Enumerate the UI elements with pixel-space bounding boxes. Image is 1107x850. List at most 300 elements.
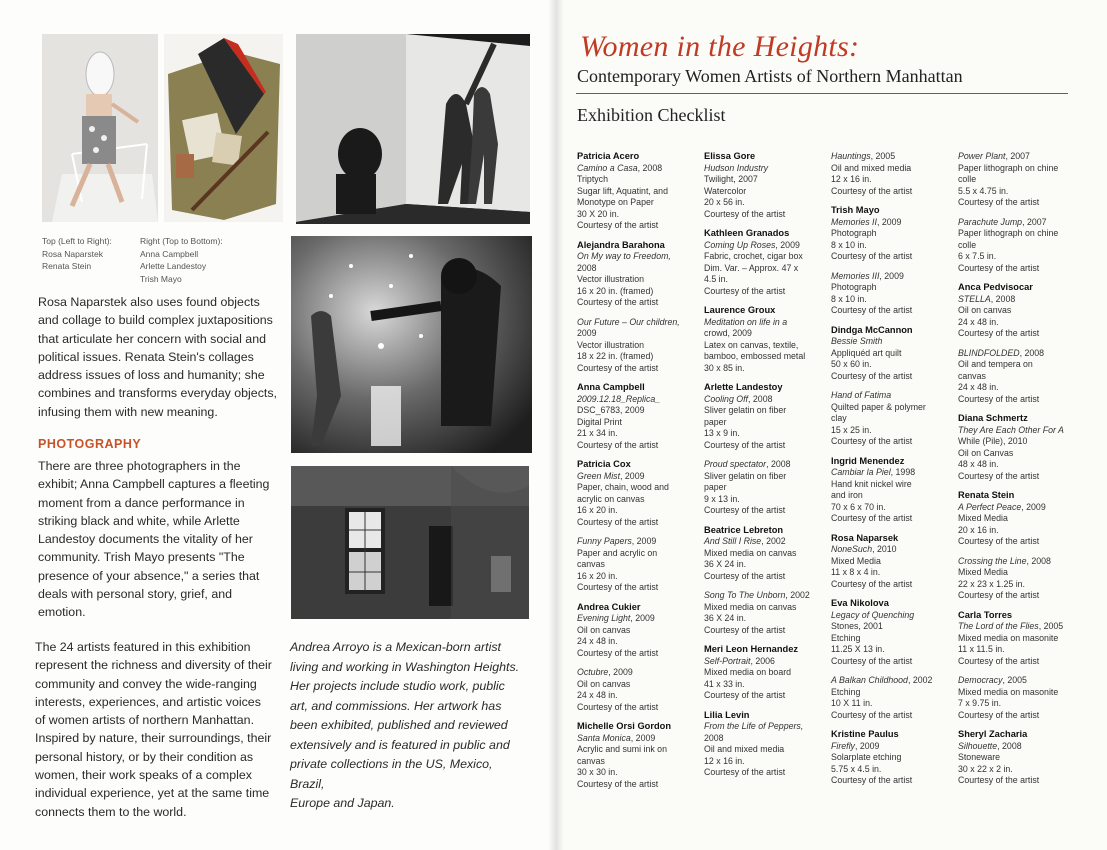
checklist-entry <box>704 644 819 702</box>
artwork-year: , 2009 <box>620 470 645 481</box>
artwork-detail: Courtesy of the artist <box>577 516 659 527</box>
photo-mayo-window <box>291 466 529 619</box>
artwork-detail: 11.25 X 13 in. <box>831 644 885 654</box>
artwork-detail: Latex on canvas, textile, <box>704 339 799 350</box>
checklist-entry <box>704 459 819 517</box>
checklist-entry <box>704 228 819 297</box>
checklist-entry <box>958 413 1076 482</box>
artist-name: Laurence Groux <box>704 305 776 315</box>
artwork-detail: paper <box>704 416 727 427</box>
caption-name: Trish Mayo <box>140 273 182 284</box>
artwork-year: , 2005 <box>1002 675 1027 685</box>
artwork-detail: Oil on canvas <box>958 305 1012 315</box>
checklist-entry <box>831 390 949 448</box>
checklist-entry <box>831 456 949 525</box>
artwork-title: Bessie Smith <box>831 336 883 346</box>
artwork-detail: 10 X 11 in. <box>831 698 873 708</box>
artwork-title-line <box>958 425 1076 437</box>
text-line: extensively and is featured in public and <box>290 737 510 752</box>
artwork-detail: Mixed media on canvas <box>704 547 797 558</box>
artwork-detail: 24 x 48 in. <box>577 690 618 700</box>
artwork-detail: Oil and mixed media <box>704 744 785 754</box>
artwork-title-line <box>704 721 819 733</box>
artwork-detail: Vector illustration <box>577 274 644 284</box>
artwork-title-line <box>958 741 1076 753</box>
artwork-year: , 2008 <box>1026 555 1051 566</box>
artist-name: Michelle Orsi Gordon <box>577 721 672 731</box>
artwork-detail: Courtesy of the artist <box>704 570 786 581</box>
artwork-year: , 2009 <box>630 613 655 623</box>
artwork-detail: Vector illustration <box>577 339 644 350</box>
artwork-detail: 8 x 10 in. <box>831 239 867 250</box>
text-line: exhibit; Anna Campbell captures a fleeting <box>38 477 270 492</box>
artwork-title-line <box>831 151 949 163</box>
artwork-year: , 2009 <box>1021 501 1046 512</box>
caption-name: Rosa Naparstek <box>42 248 103 259</box>
artist-name: Ingrid Menendez <box>831 455 905 466</box>
artwork-title: They Are Each Other For A <box>958 424 1064 435</box>
photo-campbell-dance <box>296 34 530 224</box>
text-line: striking black and white, while Arlette <box>38 513 240 528</box>
artwork-detail: Mixed Media <box>958 513 1008 523</box>
checklist-entry <box>704 151 819 220</box>
artist-name: Renata Stein <box>958 490 1015 500</box>
text-line: The 24 artists featured in this exhibition <box>35 640 251 654</box>
artwork-detail: 20 x 16 in. <box>958 524 999 535</box>
checklist-entry <box>577 240 692 309</box>
photo-stein-collage <box>164 34 283 222</box>
text-line: moment from a dance performance in <box>38 495 245 510</box>
artwork-title-line <box>831 610 949 622</box>
artwork-title: Legacy of Quenching <box>831 609 915 620</box>
artwork-detail: Mixed media on canvas <box>704 601 797 612</box>
artwork-year: , 1998 <box>890 467 916 477</box>
text-line: emotion. <box>38 605 86 620</box>
text-line: Europe and Japan. <box>290 796 395 810</box>
artwork-title-line <box>704 163 819 175</box>
artwork-title-line <box>577 733 692 745</box>
text-line: connects them to the world. <box>35 804 187 819</box>
artwork-detail: 24 x 48 in. <box>577 636 618 646</box>
artwork-detail: 16 x 20 in. (framed) <box>577 285 654 296</box>
artwork-title: A Perfect Peace <box>958 501 1022 512</box>
artwork-detail: 48 x 48 in. <box>958 459 999 469</box>
artwork-detail: Oil on Canvas <box>958 447 1014 458</box>
artwork-detail: 2008 <box>577 262 597 273</box>
artwork-year: , 2008 <box>997 740 1022 751</box>
checklist-entry <box>577 382 692 451</box>
artwork-title: Hand of Fatima <box>831 390 892 400</box>
artwork-detail: Oil and mixed media <box>831 162 912 173</box>
artwork-year: , 2009 <box>775 239 800 250</box>
artwork-detail: Courtesy of the artist <box>958 655 1040 666</box>
artwork-title-line <box>577 163 692 175</box>
artist-name: Kathleen Granados <box>704 228 790 238</box>
artwork-detail: Stones, 2001 <box>831 621 883 631</box>
text-line: political issues. Renata Stein's collages <box>38 349 254 364</box>
artwork-detail: 30 X 20 in. <box>577 208 620 219</box>
artwork-detail: canvas <box>577 559 605 569</box>
artwork-detail: 18 x 22 in. (framed) <box>577 351 654 361</box>
artwork-detail: 36 X 24 in. <box>704 559 747 569</box>
artwork-title: Coming Up Roses <box>704 239 776 250</box>
artwork-title: Green Mist <box>577 470 621 481</box>
artwork-detail: 8 x 10 in. <box>831 293 867 304</box>
artwork-detail: Courtesy of the artist <box>577 439 659 450</box>
artist-name: Carla Torres <box>958 609 1013 620</box>
artwork-year: , 2009 <box>876 216 902 227</box>
checklist-entry <box>831 325 949 383</box>
artwork-title-line <box>831 217 949 229</box>
artwork-title: Song To The Unborn <box>704 590 786 600</box>
artist-name: Sheryl Zacharia <box>958 729 1028 739</box>
artwork-detail: paper <box>704 482 727 492</box>
checklist-entry <box>958 490 1076 548</box>
text-line: interests, experiences, and artistic voices <box>35 694 261 709</box>
artwork-detail: Courtesy of the artist <box>831 185 913 196</box>
artwork-detail: 13 x 9 in. <box>704 428 740 438</box>
artwork-title-line <box>704 317 819 329</box>
artwork-detail: 6 x 7.5 in. <box>958 251 997 261</box>
checklist-column-1 <box>577 151 692 798</box>
artwork-detail: Oil on canvas <box>577 678 631 689</box>
artwork-detail: Courtesy of the artist <box>831 775 913 785</box>
checklist-entry <box>958 282 1076 340</box>
artwork-title: Octubre <box>577 667 609 677</box>
artwork-year: , 2009 <box>854 740 880 751</box>
paragraph-photography <box>38 457 288 622</box>
checklist-entry <box>958 151 1076 209</box>
text-line: Landestoy documents the vitality of her <box>38 532 253 547</box>
artist-name: Meri Leon Hernandez <box>704 644 799 654</box>
text-line: private collections in the US, Mexico, Brazil, <box>290 757 493 791</box>
artwork-detail: Fabric, crochet, cigar box <box>704 251 803 261</box>
text-line: and collage to build complex juxtapositions <box>38 313 273 328</box>
artwork-title-line <box>958 348 1076 360</box>
artwork-detail: and iron <box>831 490 863 500</box>
text-line: of women artists of northern Manhattan. <box>35 713 255 728</box>
artwork-title: On My way to Freedom, <box>577 251 671 261</box>
artwork-year: , 2002 <box>761 536 786 546</box>
artwork-detail: 36 X 24 in. <box>704 613 747 623</box>
artwork-detail: canvas <box>958 370 986 381</box>
artwork-title: BLINDFOLDED <box>958 347 1020 358</box>
artist-name: Elissa Gore <box>704 151 756 161</box>
artwork-year: , 2007 <box>1022 216 1047 227</box>
artwork-year: , 2009 <box>631 536 657 546</box>
artwork-detail: Appliquéd art quilt <box>831 347 902 358</box>
checklist-entry <box>958 348 1076 406</box>
artwork-detail: Courtesy of the artist <box>831 251 913 261</box>
artwork-title: A Balkan Childhood <box>831 675 908 685</box>
artwork-year: , 2008 <box>637 162 663 173</box>
artist-name: Lilia Levin <box>704 709 750 720</box>
artwork-title: Proud spectator <box>704 459 767 469</box>
artwork-detail: Courtesy of the artist <box>577 701 659 712</box>
artwork-detail: Courtesy of the artist <box>704 439 786 450</box>
artwork-title-line <box>831 675 949 687</box>
artwork-title: Memories II <box>831 216 877 227</box>
artwork-title-line <box>704 656 819 668</box>
artwork-year: , 2007 <box>1005 151 1030 161</box>
artwork-detail: 70 x 6 x 70 in. <box>831 501 886 512</box>
artist-name: Beatrice Lebreton <box>704 524 784 535</box>
artwork-detail: 12 x 16 in. <box>831 174 872 184</box>
artwork-detail: Paper and acrylic on <box>577 547 658 558</box>
text-line: address issues of loss and humanity; she <box>38 368 265 383</box>
artwork-detail: Oil on canvas <box>577 624 631 635</box>
checklist-entry <box>704 525 819 583</box>
artwork-detail: colle <box>958 239 977 250</box>
artwork-detail: 20 x 56 in. <box>704 197 745 207</box>
artwork-detail: Courtesy of the artist <box>577 647 659 658</box>
artwork-detail: Courtesy of the artist <box>704 505 786 515</box>
artwork-detail: Solarplate etching <box>831 752 902 762</box>
artwork-year: , 2006 <box>750 655 775 666</box>
artwork-detail: Courtesy of the artist <box>958 470 1040 481</box>
artwork-detail: acrylic on canvas <box>577 493 645 504</box>
artwork-detail: 16 x 20 in. <box>577 505 618 515</box>
artwork-detail: Courtesy of the artist <box>577 582 659 592</box>
artwork-detail: Stoneware <box>958 752 1001 762</box>
artwork-title-line <box>704 459 819 471</box>
artwork-title-line <box>577 251 692 263</box>
artwork-detail: colle <box>958 174 977 184</box>
caption-left-heading: Top (Left to Right): <box>42 236 112 246</box>
artwork-detail: 30 x 22 x 2 in. <box>958 763 1013 774</box>
artwork-title-line <box>577 471 692 483</box>
artwork-title-line <box>704 394 819 406</box>
artwork-detail: Courtesy of the artist <box>831 305 913 315</box>
checklist-entry <box>958 729 1076 787</box>
artwork-title: Power Plant <box>958 151 1006 161</box>
artwork-detail: Courtesy of the artist <box>958 197 1040 207</box>
artwork-title: Our Future – Our children, <box>577 316 680 327</box>
artwork-detail: Paper, chain, wood and <box>577 482 669 492</box>
artwork-detail: Paper lithograph on chine <box>958 228 1059 238</box>
text-line: art, and commissions. Her artwork has <box>290 698 502 713</box>
artwork-detail: Courtesy of the artist <box>831 370 913 381</box>
artwork-title: The Lord of the Flies <box>958 621 1039 631</box>
artwork-detail: Courtesy of the artist <box>704 624 786 635</box>
artwork-title: Self-Portrait <box>704 655 751 666</box>
artist-name: Dindga McCannon <box>831 324 913 335</box>
artwork-detail: 2008 <box>704 732 724 743</box>
artwork-detail: Hand knit nickel wire <box>831 478 912 489</box>
artwork-title-line <box>577 536 692 548</box>
text-line: community. Trish Mayo presents "The <box>38 550 245 565</box>
checklist-entry <box>958 556 1076 602</box>
artwork-detail: 30 x 85 in. <box>704 362 745 373</box>
artwork-detail: Courtesy of the artist <box>958 328 1040 338</box>
caption-name: Anna Campbell <box>140 248 199 259</box>
artwork-detail: 16 x 20 in. <box>577 570 618 581</box>
artist-name: Rosa Naparsek <box>831 532 899 543</box>
artwork-detail: Monotype on Paper <box>577 197 654 207</box>
checklist-column-4 <box>958 151 1076 795</box>
artwork-title-line <box>831 336 949 348</box>
checklist-entry <box>577 459 692 528</box>
artwork-title: Crossing the Line <box>958 555 1027 566</box>
text-line: Andrea Arroyo is a Mexican-born artist <box>290 640 501 654</box>
artwork-detail: 4.5 in. <box>704 274 728 284</box>
artwork-title-line <box>577 667 692 679</box>
artwork-detail: Etching <box>831 686 861 697</box>
artwork-detail: Mixed Media <box>958 567 1008 577</box>
artist-name: Alejandra Barahona <box>577 239 665 250</box>
artwork-detail: Courtesy of the artist <box>577 778 659 789</box>
artwork-detail: Courtesy of the artist <box>704 208 786 219</box>
artwork-year: , 2002 <box>785 590 810 600</box>
artwork-detail: 21 x 34 in. <box>577 428 618 438</box>
artwork-title: Santa Monica <box>577 732 631 743</box>
artwork-title-line <box>958 675 1076 687</box>
checklist-heading: Exhibition Checklist <box>577 105 726 125</box>
artwork-detail: Courtesy of the artist <box>577 220 659 230</box>
checklist-entry <box>831 151 949 197</box>
text-line: presence of your absence," a series that <box>38 568 260 583</box>
artwork-detail: Paper lithograph on chine <box>958 162 1059 173</box>
artwork-detail: Sliver gelatin on fiber <box>704 405 787 415</box>
photo-naparstek-sculpture <box>42 34 158 222</box>
artwork-detail: While (Pile), 2010 <box>958 436 1028 446</box>
artwork-detail: Courtesy of the artist <box>958 775 1040 785</box>
artwork-title: NoneSuch <box>831 544 873 554</box>
checklist-entry <box>704 382 819 451</box>
text-line: represent the richness and diversity of their <box>35 658 272 673</box>
artwork-detail: Courtesy of the artist <box>704 285 786 296</box>
artwork-title-line <box>958 294 1076 306</box>
artwork-detail: 50 x 60 in. <box>831 359 872 369</box>
checklist-entry <box>831 729 949 787</box>
checklist-entry <box>958 610 1076 668</box>
artwork-detail: 22 x 23 x 1.25 in. <box>958 578 1025 589</box>
artwork-year: , 2009 <box>630 732 656 743</box>
checklist-entry <box>577 721 692 790</box>
artwork-detail: Sugar lift, Aquatint, and <box>577 185 668 196</box>
checklist-entry <box>831 205 949 263</box>
exhibition-title: Women in the Heights: <box>580 30 860 63</box>
checklist-entry <box>831 598 949 667</box>
artwork-title: Parachute Jump <box>958 216 1023 227</box>
artwork-detail: 15 x 25 in. <box>831 424 872 435</box>
artwork-title-line <box>704 240 819 252</box>
checklist-entry <box>577 536 692 594</box>
artwork-detail: Etching <box>831 632 861 643</box>
artwork-detail: Quilted paper & polymer <box>831 401 926 412</box>
artist-name: Diana Schmertz <box>958 413 1028 423</box>
artwork-title-line <box>831 390 949 402</box>
artwork-title: Firefly <box>831 740 855 751</box>
artist-name: Kristine Paulus <box>831 729 899 739</box>
artist-bio-arroyo <box>290 638 530 814</box>
artwork-title: Hauntings <box>831 151 871 161</box>
artwork-detail: 7 x 9.75 in. <box>958 698 1002 708</box>
text-line: deals with personal story, grief, and <box>38 587 232 602</box>
artwork-title: Camino a Casa <box>577 162 638 173</box>
artwork-detail: Oil and tempera on <box>958 359 1033 369</box>
artist-name: Patricia Acero <box>577 151 640 161</box>
artwork-title: Silhouette <box>958 740 998 751</box>
text-line: combines and transforms everyday objects, <box>38 386 277 401</box>
artwork-detail: 5.5 x 4.75 in. <box>958 185 1009 196</box>
artwork-detail: Triptych <box>577 174 608 184</box>
artist-name: Anca Pedvisocar <box>958 282 1033 292</box>
paragraph-artists <box>35 638 287 821</box>
artwork-year: , 2002 <box>907 675 933 685</box>
artwork-title: Cooling Off <box>704 393 749 404</box>
text-line: Her projects include studio work, public <box>290 679 505 693</box>
artwork-detail: Courtesy of the artist <box>831 513 913 523</box>
artwork-year: , 2005 <box>1038 621 1064 631</box>
checklist-entry <box>577 602 692 660</box>
text-line: living and working in Washington Heights. <box>290 659 520 674</box>
text-line: women, their work speaks of a complex <box>35 768 252 783</box>
artwork-detail: Photograph <box>831 282 877 292</box>
artwork-detail: Courtesy of the artist <box>831 436 913 446</box>
text-line: infusing them with new meaning. <box>38 404 218 419</box>
caption-left <box>42 235 142 273</box>
artwork-detail: DSC_6783, 2009 <box>577 405 645 415</box>
artwork-title: Evening Light <box>577 613 631 623</box>
artwork-detail: 24 x 48 in. <box>958 382 999 392</box>
artwork-detail: canvas <box>577 755 605 766</box>
artwork-detail: Courtesy of the artist <box>958 536 1040 546</box>
photo-landestoy-splash <box>291 236 532 453</box>
text-line: Rosa Naparstek also uses found objects <box>38 295 260 309</box>
artwork-detail: clay <box>831 413 847 423</box>
paragraph-collage <box>38 293 288 421</box>
checklist-column-2 <box>704 151 819 787</box>
artwork-title: Democracy <box>958 675 1003 685</box>
caption-right <box>140 235 260 285</box>
artwork-detail: 5.75 x 4.5 in. <box>831 763 882 774</box>
artwork-title-line <box>704 536 819 548</box>
artwork-detail: 41 x 33 in. <box>704 678 745 689</box>
artwork-title-line <box>958 621 1076 633</box>
text-line: community and convey the wide-ranging <box>35 676 257 691</box>
artwork-detail: Acrylic and sumi ink on <box>577 744 667 754</box>
artwork-detail: bamboo, embossed metal <box>704 351 806 361</box>
artwork-detail: crowd, 2009 <box>704 328 752 338</box>
artwork-year: , 2009 <box>879 270 904 281</box>
artwork-detail: 24 x 48 in. <box>958 316 999 327</box>
artwork-detail: Courtesy of the artist <box>958 590 1040 600</box>
artist-name: Anna Campbell <box>577 382 645 392</box>
artwork-detail: Watercolor <box>704 185 747 196</box>
artwork-title-line <box>577 613 692 625</box>
checklist-entry <box>577 317 692 375</box>
artwork-year: , 2009 <box>608 667 633 677</box>
checklist-column-3 <box>831 151 949 795</box>
artwork-detail: Mixed media on board <box>704 667 792 677</box>
checklist-entry <box>831 533 949 591</box>
artwork-year: , 2008 <box>766 459 791 469</box>
text-line: been exhibited, published and reviewed <box>290 718 508 732</box>
artwork-title-line <box>958 151 1076 163</box>
artist-name: Andrea Cukier <box>577 601 641 612</box>
artwork-detail: Mixed Media <box>831 555 881 566</box>
checklist-entry <box>831 271 949 317</box>
artwork-title: Meditation on life in a <box>704 316 788 327</box>
artwork-title: STELLA <box>958 293 991 304</box>
checklist-entry <box>958 675 1076 721</box>
section-heading-photography: PHOTOGRAPHY <box>38 437 142 451</box>
artwork-detail: Courtesy of the artist <box>958 393 1040 404</box>
checklist-entry <box>704 590 819 636</box>
artwork-title-line <box>831 544 949 556</box>
artwork-detail: Photograph <box>831 228 877 238</box>
